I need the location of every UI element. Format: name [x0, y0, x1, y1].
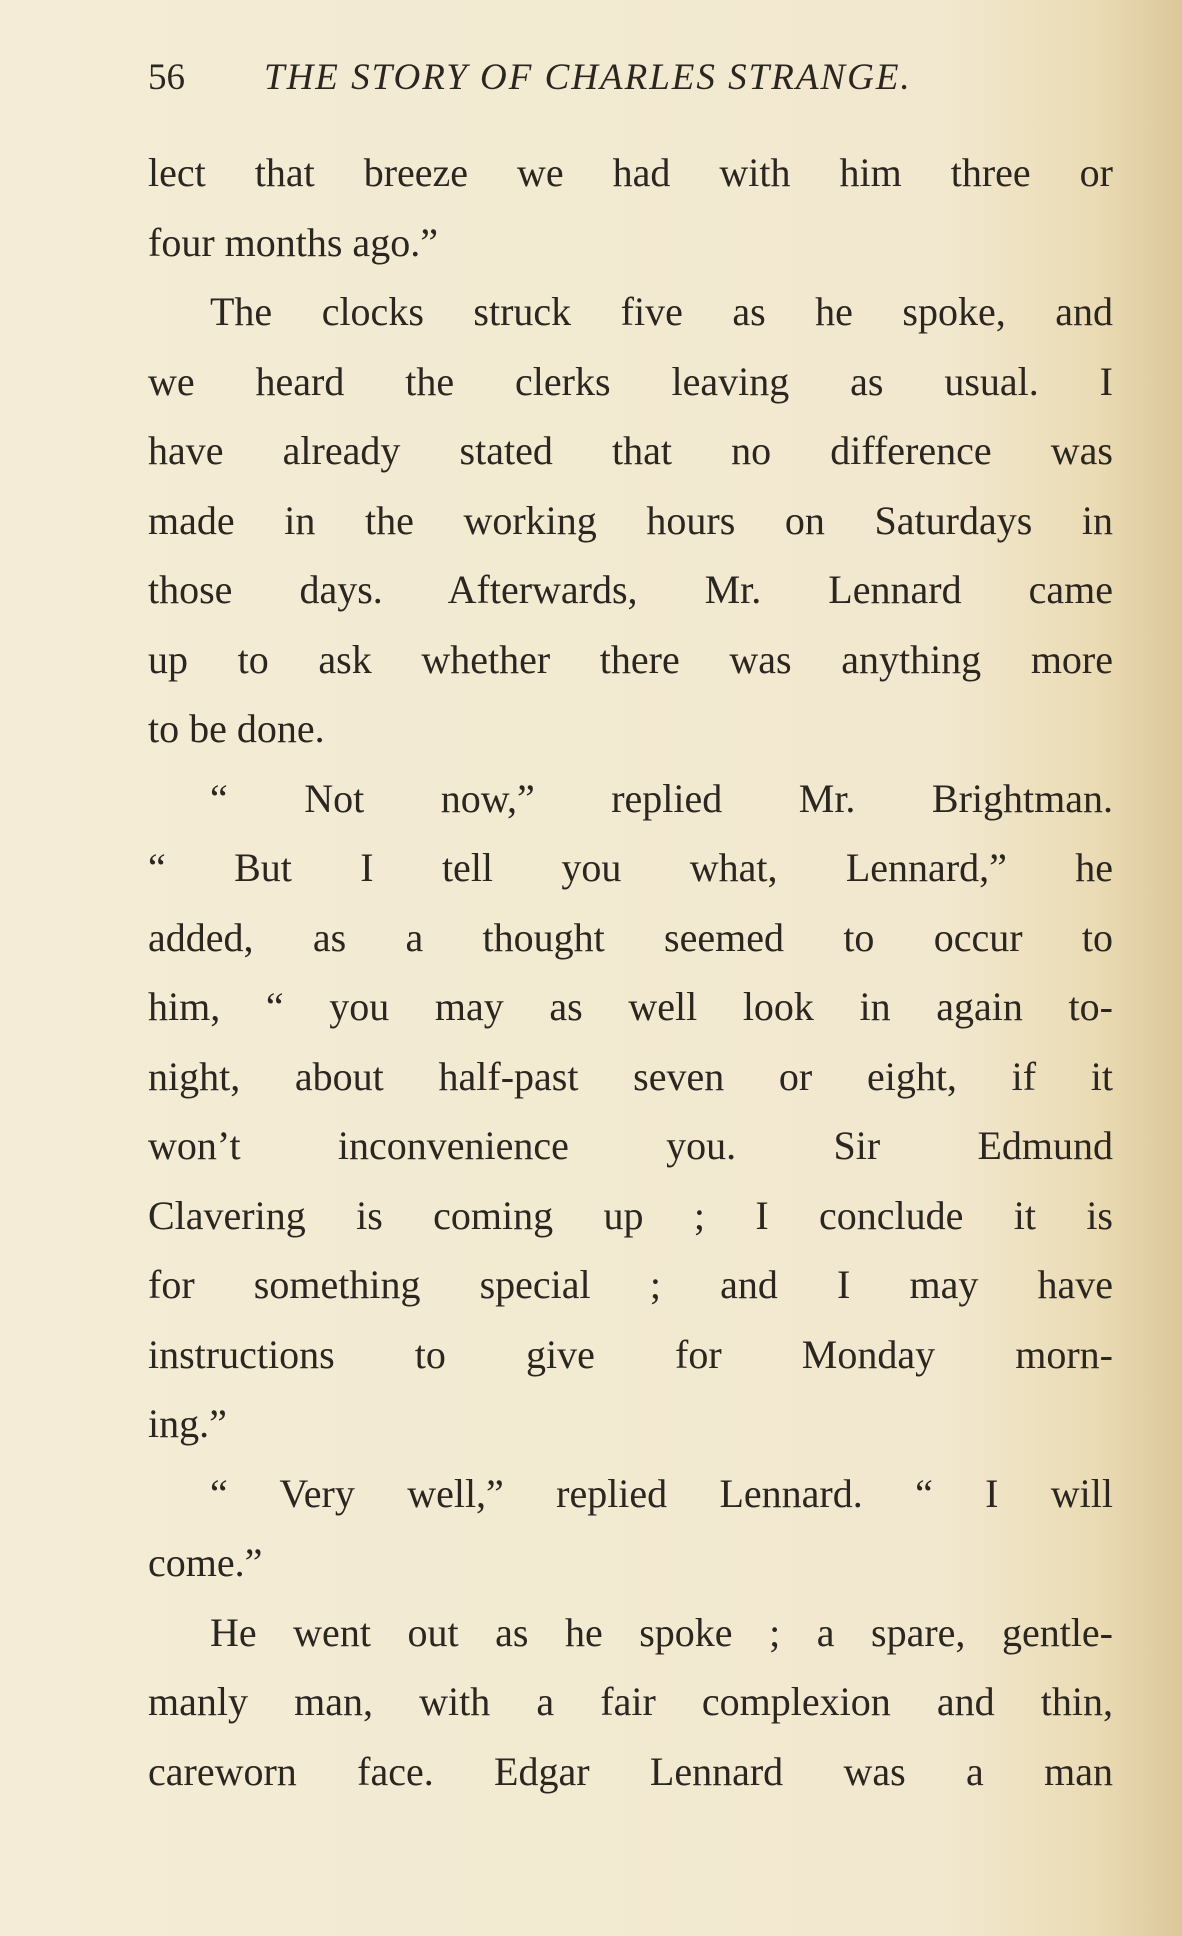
- text-line: manly man, with a fair complexion and thin,: [148, 1679, 1113, 1724]
- text-line: “ Very well,” replied Lennard. “ I will: [210, 1470, 1113, 1516]
- body-text: [148, 138, 1113, 1806]
- text-line: four months ago.”: [148, 219, 438, 265]
- text-line: “ Not now,” replied Mr. Brightman.: [210, 775, 1113, 821]
- text-line: ing.”: [148, 1401, 227, 1446]
- text-line: have already stated that no difference was: [148, 428, 1113, 473]
- page-number: 56: [148, 57, 185, 98]
- text-line: added, as a thought seemed to occur to: [148, 914, 1113, 960]
- running-head: THE STORY OF CHARLES STRANGE.: [264, 57, 912, 98]
- text-line: those days. Afterwards, Mr. Lennard came: [148, 567, 1113, 612]
- text-line: him, “ you may as well look in again to-: [148, 984, 1113, 1029]
- text-line: The clocks struck five as he spoke, and: [210, 289, 1113, 334]
- text-line: careworn face. Edgar Lennard was a man: [148, 1748, 1113, 1794]
- text-line: come.”: [148, 1540, 263, 1585]
- text-line: night, about half-past seven or eight, if it: [148, 1053, 1113, 1099]
- text-line: we heard the clerks leaving as usual. I: [148, 358, 1113, 404]
- text-line: lect that breeze we had with him three or: [148, 150, 1113, 195]
- text-line: made in the working hours on Saturdays in: [148, 497, 1113, 543]
- text-line: instructions to give for Monday morn-: [148, 1331, 1113, 1377]
- text-line: to be done.: [148, 706, 325, 751]
- text-line: up to ask whether there was anything more: [148, 636, 1113, 682]
- text-line: “ But I tell you what, Lennard,” he: [148, 845, 1113, 890]
- text-line: won’t inconvenience you. Sir Edmund: [148, 1123, 1113, 1168]
- text-line: He went out as he spoke ; a spare, gentle-: [210, 1609, 1113, 1655]
- page-header: [148, 54, 1008, 102]
- text-line: for something special ; and I may have: [148, 1262, 1113, 1307]
- text-line: Clavering is coming up ; I conclude it is: [148, 1192, 1113, 1238]
